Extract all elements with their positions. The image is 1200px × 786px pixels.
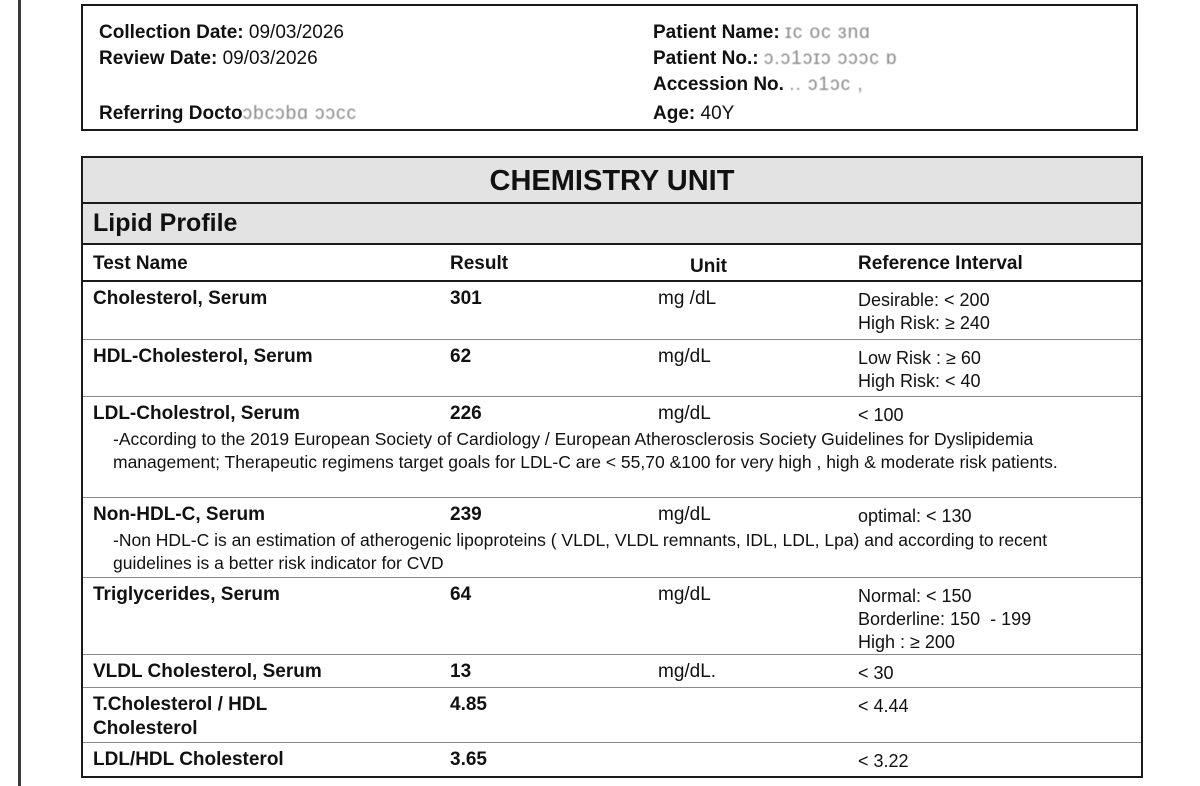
patient-name: Patient Name: ɪc oc ɜnɑ (653, 22, 871, 43)
test-unit: mg/dL (658, 584, 711, 605)
table-row (83, 655, 1141, 688)
section-title: Lipid Profile (83, 204, 1141, 245)
table-row (83, 688, 1141, 743)
patient-header (81, 4, 1138, 131)
test-name: T.Cholesterol / HDL Cholesterol (93, 694, 267, 739)
patient-age: Age: 40Y (653, 103, 735, 124)
test-result: 13 (450, 661, 472, 682)
unit-title: CHEMISTRY UNIT (83, 158, 1141, 204)
test-result: 64 (450, 584, 472, 605)
chemistry-report-panel (81, 156, 1143, 778)
review-date: Review Date: 09/03/2026 (99, 48, 318, 69)
test-unit: mg/dL (658, 346, 711, 367)
reference-interval: Low Risk : ≥ 60 High Risk: < 40 (858, 348, 981, 391)
test-name: Cholesterol, Serum (93, 288, 268, 309)
ldl-guideline-note: -According to the 2019 European Society of Cardiology / European Atherosclerosis Society Guidelines for Dyslipidemia management; Therapeutic regimens target goals for LDL-C are < 55,70 &100 for very high , high & moderate risk patients. (113, 429, 1058, 472)
test-unit: mg/dL (658, 504, 711, 525)
table-row (83, 578, 1141, 655)
reference-interval: Normal: < 150 Borderline: 150 - 199 High : ≥ 200 (858, 586, 1032, 652)
test-name: Non-HDL-C, Serum (93, 504, 266, 525)
referring-doctor: Referring Doctoɔbcɔbɑ ɔɔcc (99, 103, 358, 124)
reference-interval: optimal: < 130 (858, 506, 972, 526)
test-unit: mg/dL. (658, 661, 717, 682)
accession-number: Accession No. .. ɔ1ɔc , (653, 74, 864, 95)
page-edge-line (18, 0, 21, 786)
column-headers (83, 245, 1141, 282)
test-name: LDL/HDL Cholesterol (93, 749, 284, 770)
table-row (83, 397, 1141, 498)
test-result: 239 (450, 504, 482, 525)
test-name: LDL-Cholestrol, Serum (93, 403, 300, 424)
col-unit: Unit (690, 256, 727, 277)
test-result: 62 (450, 346, 472, 367)
test-result: 3.65 (450, 749, 487, 770)
reference-interval: < 30 (858, 663, 894, 683)
collection-date: Collection Date: 09/03/2026 (99, 22, 344, 43)
non-hdl-note: -Non HDL-C is an estimation of atherogenic lipoproteins ( VLDL, VLDL remnants, IDL, LDL, Lpa) and according to recent guidelines is a better risk indicator for CVD (113, 530, 1048, 573)
test-name: HDL-Cholesterol, Serum (93, 346, 313, 367)
reference-interval: Desirable: < 200 High Risk: ≥ 240 (858, 290, 990, 333)
test-unit: mg/dL (658, 403, 711, 424)
col-result: Result (450, 253, 509, 274)
test-name: Triglycerides, Serum (93, 584, 280, 605)
reference-interval: < 100 (858, 405, 904, 425)
table-row (83, 282, 1141, 340)
table-row (83, 498, 1141, 578)
col-test-name: Test Name (93, 253, 188, 274)
table-row (83, 743, 1141, 776)
reference-interval: < 3.22 (858, 751, 909, 771)
test-unit: mg /dL (658, 288, 717, 309)
test-result: 301 (450, 288, 482, 309)
patient-number: Patient No.: ɔ.ɔ1ɔɪɔ ɔɔɔc ɒ (653, 48, 898, 69)
test-result: 226 (450, 403, 482, 424)
reference-interval: < 4.44 (858, 696, 909, 716)
table-row (83, 340, 1141, 397)
test-name: VLDL Cholesterol, Serum (93, 661, 322, 682)
test-result: 4.85 (450, 694, 487, 715)
col-reference: Reference Interval (858, 253, 1023, 274)
